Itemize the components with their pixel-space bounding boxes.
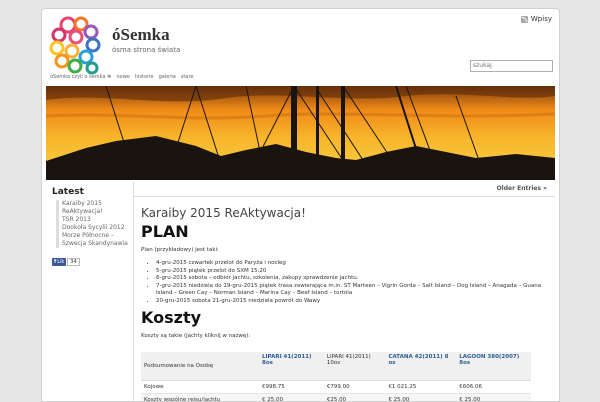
older-entries-link[interactable]: Older Entries »	[134, 182, 555, 197]
table-cell: € 25.00	[456, 394, 531, 402]
plan-item: • 5-gru-2015 piątek przelot do SXM 15:20	[156, 268, 546, 276]
nav-item-historie[interactable]: historie	[135, 74, 154, 80]
nav-item-stare[interactable]: stare	[181, 74, 194, 80]
search-input[interactable]	[470, 60, 553, 72]
nav-item-nowe[interactable]: nowe	[116, 74, 129, 80]
plan-item: • 4-gru-2015 czwartek przelot do Paryża i nocleg	[156, 260, 546, 268]
latest-item[interactable]: Dookoła Sycylii 2012	[62, 224, 134, 232]
table-row	[141, 381, 531, 394]
costs-heading: Koszty	[141, 308, 201, 327]
yacht-link-lagoon[interactable]: LAGOON 380(2007) 8os	[456, 352, 531, 381]
plan-intro: Plan (przykładowy) jest taki:	[141, 247, 219, 253]
facebook-like-button[interactable]	[52, 258, 66, 266]
plan-list	[156, 260, 546, 305]
main-content	[134, 182, 555, 401]
plan-heading: PLAN	[141, 222, 189, 241]
table-cell: €606.06	[456, 381, 531, 394]
nav-item-galeria[interactable]: galeria	[159, 74, 176, 80]
table-cell: €1 021.25	[385, 381, 456, 394]
yacht-link-lipari-8[interactable]: LIPARI 41(2011) 8os	[259, 352, 324, 381]
latest-item[interactable]: Karaiby 2015 ReAktywacja!	[62, 200, 134, 216]
table-cell: Koszty wspólne rejsu/jachtu	[141, 394, 259, 402]
feed-link[interactable]	[521, 15, 552, 23]
table-header-row	[141, 352, 531, 381]
feed-label: Wpisy	[531, 15, 552, 23]
site-description: ósma strona świata	[112, 46, 180, 54]
table-header: Podsumowanie na Osobę	[141, 352, 259, 381]
latest-item[interactable]: Morze Północne – Szwecja Skandynawia	[62, 232, 134, 248]
facebook-like-label: Lik	[57, 258, 64, 266]
site-title[interactable]: óSemka	[112, 25, 170, 45]
yacht-link-catana[interactable]: CATANA 42(2011) 8 os	[385, 352, 456, 381]
main-nav	[50, 74, 193, 80]
table-cell: Kojowe	[141, 381, 259, 394]
plan-item: • 7-gru-2015 niedziela do 19-gru-2015 piątek trasa zawierająca m.in. ST Marteen – Vigrin Gorda – Salt Island – Dog Island – Anagada – Guana Island – Green Cay – Norman Island – Marina Cay – Beef Island – tortola	[156, 283, 546, 298]
rss-icon	[521, 16, 528, 23]
sidebar	[46, 182, 134, 401]
table-cell: €998.75	[259, 381, 324, 394]
costs-intro: Koszty są takie (jachty kliknij w nazwę):	[141, 333, 250, 339]
header-sunset-image	[46, 86, 555, 180]
plan-item: • 20-gru-2015 sobota 21-gru-2015 niedziela powrót do Wawy	[156, 298, 546, 306]
yacht-link-lipari-10[interactable]: LIPARI 41(2011) 10os	[324, 352, 386, 381]
logo-icon[interactable]	[48, 15, 104, 75]
facebook-like-widget	[52, 258, 80, 266]
table-cell: € 25.00	[385, 394, 456, 402]
post-title[interactable]: Karaiby 2015 ReAktywacja!	[141, 206, 306, 220]
facebook-like-count: 34	[67, 258, 79, 266]
table-cell: €799.00	[324, 381, 386, 394]
table-row	[141, 394, 531, 402]
facebook-icon: f	[54, 258, 56, 266]
table-cell: € 25.00	[259, 394, 324, 402]
plan-item: • 6-gru-2015 sobota – odbiór jachtu, szkolenia, zakupy sprawdzenie jachtu.	[156, 275, 546, 283]
page	[41, 8, 560, 402]
nav-item-home[interactable]: óSemka czyli o semka ☸	[50, 74, 111, 80]
costs-table	[141, 352, 531, 402]
sidebar-heading: Latest	[52, 187, 84, 197]
latest-posts-list	[56, 200, 134, 248]
table-cell: €25.00	[324, 394, 386, 402]
latest-item[interactable]: TSR 2013	[62, 216, 134, 224]
